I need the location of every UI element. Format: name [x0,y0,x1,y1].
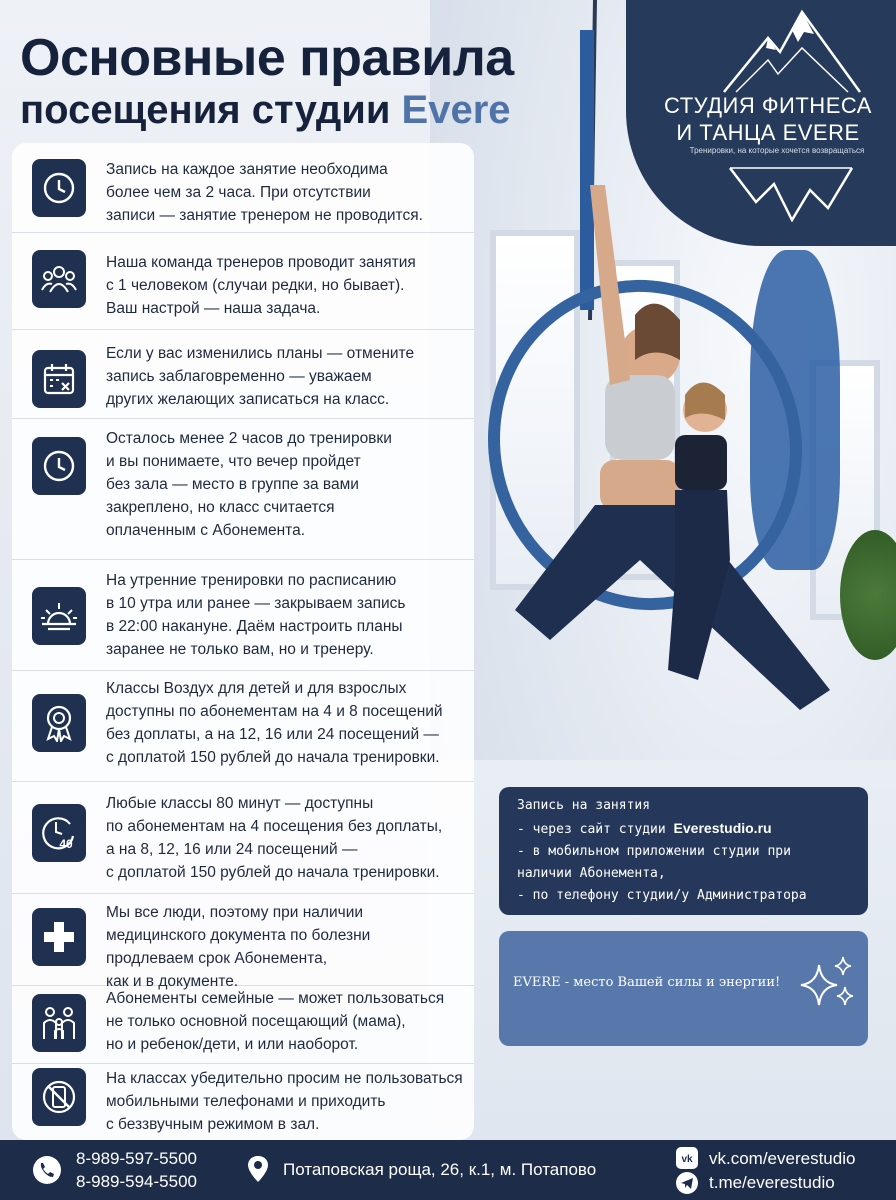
rule-text-line: продлеваем срок Абонемента, [106,950,328,967]
subtitle-accent: Evere [401,88,511,132]
rule-text [106,1067,468,1136]
rule-item [12,143,474,233]
rule-item [12,671,474,782]
rule-text-line: заранее не только вам, но и тренеру. [106,641,374,658]
calendar-cancel-icon [32,350,86,408]
rule-text [106,792,468,884]
group-icon [32,250,86,308]
rule-item [12,782,474,894]
rule-text [106,342,468,411]
mountain-logo-icon [716,8,866,94]
rule-item [12,894,474,990]
rule-text [106,677,468,769]
rule-text-line: Если у вас изменились планы — отмените [106,345,415,362]
booking-line-website [517,817,850,841]
rule-text-line: закреплено, но класс считается [106,499,335,516]
rules-card [12,143,474,1140]
rule-item [12,233,474,330]
vk-icon [676,1147,698,1169]
rule-text [106,427,468,542]
clock-icon [32,437,86,495]
rule-text [106,158,468,227]
mountain-reflection-icon [726,162,856,222]
no-phone-icon [32,1068,86,1126]
telegram-link[interactable]: t.me/everestudio [709,1173,835,1192]
rule-text-line: запись заблаговременно — уважаем [106,368,372,385]
brand-name-line1: СТУДИЯ ФИТНЕСА [664,93,872,118]
rule-text-line: Запись на каждое занятие необходима [106,161,388,178]
rule-text [106,901,468,993]
booking-line-phone: - по телефону студии/у Администратора [517,888,807,903]
footer [0,1140,896,1200]
rule-item [12,986,474,1064]
vk-link[interactable]: vk.com/everestudio [709,1149,856,1168]
telegram-icon [676,1172,698,1194]
sparkle-icon [795,953,859,1013]
rule-item [12,419,474,560]
rule-text-line: с 1 человеком (случаи редки, но бывает). [106,277,405,294]
rule-text-line: На утренние тренировки по расписанию [106,572,397,589]
booking-line-app: - в мобильном приложении студии при [517,844,791,859]
phone-number-2[interactable]: 8-989-594-5500 [76,1172,197,1191]
slogan-box [499,931,868,1046]
clock-icon [32,159,86,217]
rule-text-line: без зала — место в группе за вами [106,476,359,493]
booking-line-app-2: наличии Абонемента, [517,866,666,881]
rule-text-line: с доплатой 150 рублей до начала тренировки. [106,864,440,881]
rule-text-line: мобильными телефонами и приходить [106,1093,386,1110]
rule-text-line: более чем за 2 часа. При отсутствии [106,184,371,201]
rule-text-line: по абонементам на 4 посещения без доплаты, [106,818,443,835]
rule-text-line: но и ребенок/дети, и или наоборот. [106,1036,359,1053]
rule-text-line: других желающих записаться на класс. [106,391,390,408]
brand-name-line2: И ТАНЦА EVERE [676,120,860,145]
rule-text-line: с беззвучным режимом в зал. [106,1116,320,1133]
booking-heading: Запись на занятия [517,798,651,813]
brand-tagline: Тренировки, на которые хочется возвращаться [689,146,865,155]
rule-text-line: с доплатой 150 рублей до начала тренировки. [106,749,440,766]
rule-text-line: не только основной посещающий (мама), [106,1013,406,1030]
rule-text-line: Ваш настрой — наша задача. [106,300,321,317]
page-subtitle [20,88,511,133]
rule-text-line: На классах убедительно просим не пользоваться [106,1070,463,1087]
timer-40-icon [32,804,86,862]
sunrise-icon [32,587,86,645]
rule-text-line: в 10 утра или ранее — закрываем запись [106,595,406,612]
rule-text-line: Классы Воздух для детей и для взрослых [106,680,407,697]
rule-text-line: Любые классы 80 минут — доступны [106,795,374,812]
award-ribbon-icon [32,694,86,752]
rule-text [106,251,468,320]
slogan-text: EVERE - место Вашей силы и энергии! [513,975,781,990]
rule-text [106,569,468,661]
address: Потаповская роща, 26, к.1, м. Потапово [283,1160,597,1179]
rule-item [12,330,474,419]
brand-name [646,92,890,146]
family-icon [32,994,86,1052]
rule-text-line: оплаченным с Абонемента. [106,522,306,539]
rule-text-line: в 22:00 накануне. Даём настроить планы [106,618,403,635]
subtitle-prefix: посещения студии [20,88,402,132]
rule-text-line: записи — занятие тренером не проводится. [106,207,423,224]
rule-item [12,560,474,671]
phone-icon [32,1155,62,1185]
booking-website-link[interactable]: Everestudio.ru [673,820,772,836]
booking-info [499,787,868,915]
medical-cross-icon [32,908,86,966]
rule-text-line: а на 8, 12, 16 или 24 посещений — [106,841,358,858]
rule-text [106,987,468,1056]
rule-text-line: Наша команда тренеров проводит занятия [106,254,416,271]
rule-item [12,1064,474,1140]
rule-text-line: Абонементы семейные — может пользоваться [106,990,445,1007]
rule-text-line: медицинского документа по болезни [106,927,371,944]
svg-text:40: 40 [59,837,73,851]
rule-text-line: и вы понимаете, что вечер пройдет [106,453,361,470]
rule-text-line: как и в документе. [106,973,239,990]
location-pin-icon [246,1154,270,1184]
svg-text:vk: vk [681,1154,693,1165]
rule-text-line: Мы все люди, поэтому при наличии [106,904,364,921]
booking-line-prefix: - через сайт студии [517,822,674,837]
rule-text-line: без доплаты, а на 12, 16 или 24 посещений — [106,726,439,743]
rule-text-line: Осталось менее 2 часов до тренировки [106,430,392,447]
phone-number-1[interactable]: 8-989-597-5500 [76,1149,197,1168]
page-title: Основные правила [20,29,514,87]
rule-text-line: доступны по абонементам на 4 и 8 посещений [106,703,443,720]
